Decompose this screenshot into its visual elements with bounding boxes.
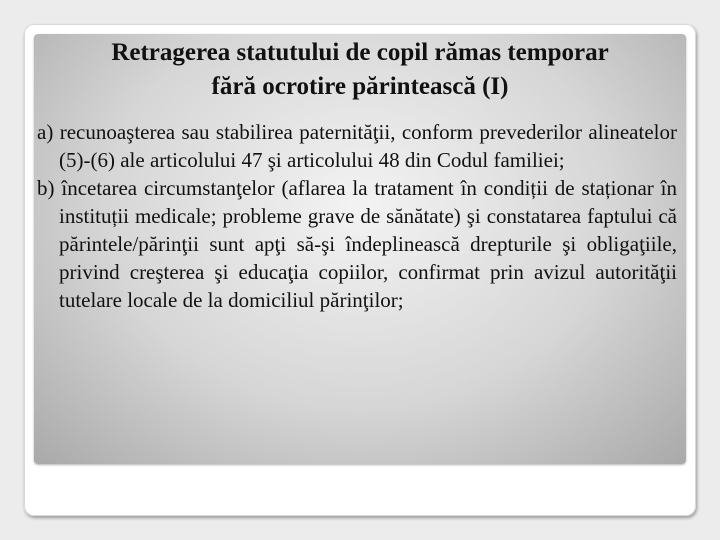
slide-title-line-1: Retragerea statutului de copil rămas temporar (111, 39, 609, 66)
slide-title (34, 36, 686, 104)
slide-body-list (37, 118, 677, 314)
slide-title-line-2: fără ocrotire părintească (I) (211, 73, 509, 100)
list-item-b: b) încetarea circumstanţelor (aflarea la tratament în condiții de staționar în instituții medicale; probleme grave de sănătate) şi constatarea faptului că părintele/părinţii sunt apţi să-şi îndeplinească drepturile şi obligaţiile, privind creşterea şi educaţia copiilor, confirmat prin avizul autorităţii tutelare locale de la domiciliul părinţilor; (37, 176, 677, 312)
list-item-a: a) recunoaşterea sau stabilirea paternităţii, conform prevederilor alineatelor (5)-(6) ale articolului 47 şi articolului 48 din Codul familiei; (37, 120, 677, 172)
